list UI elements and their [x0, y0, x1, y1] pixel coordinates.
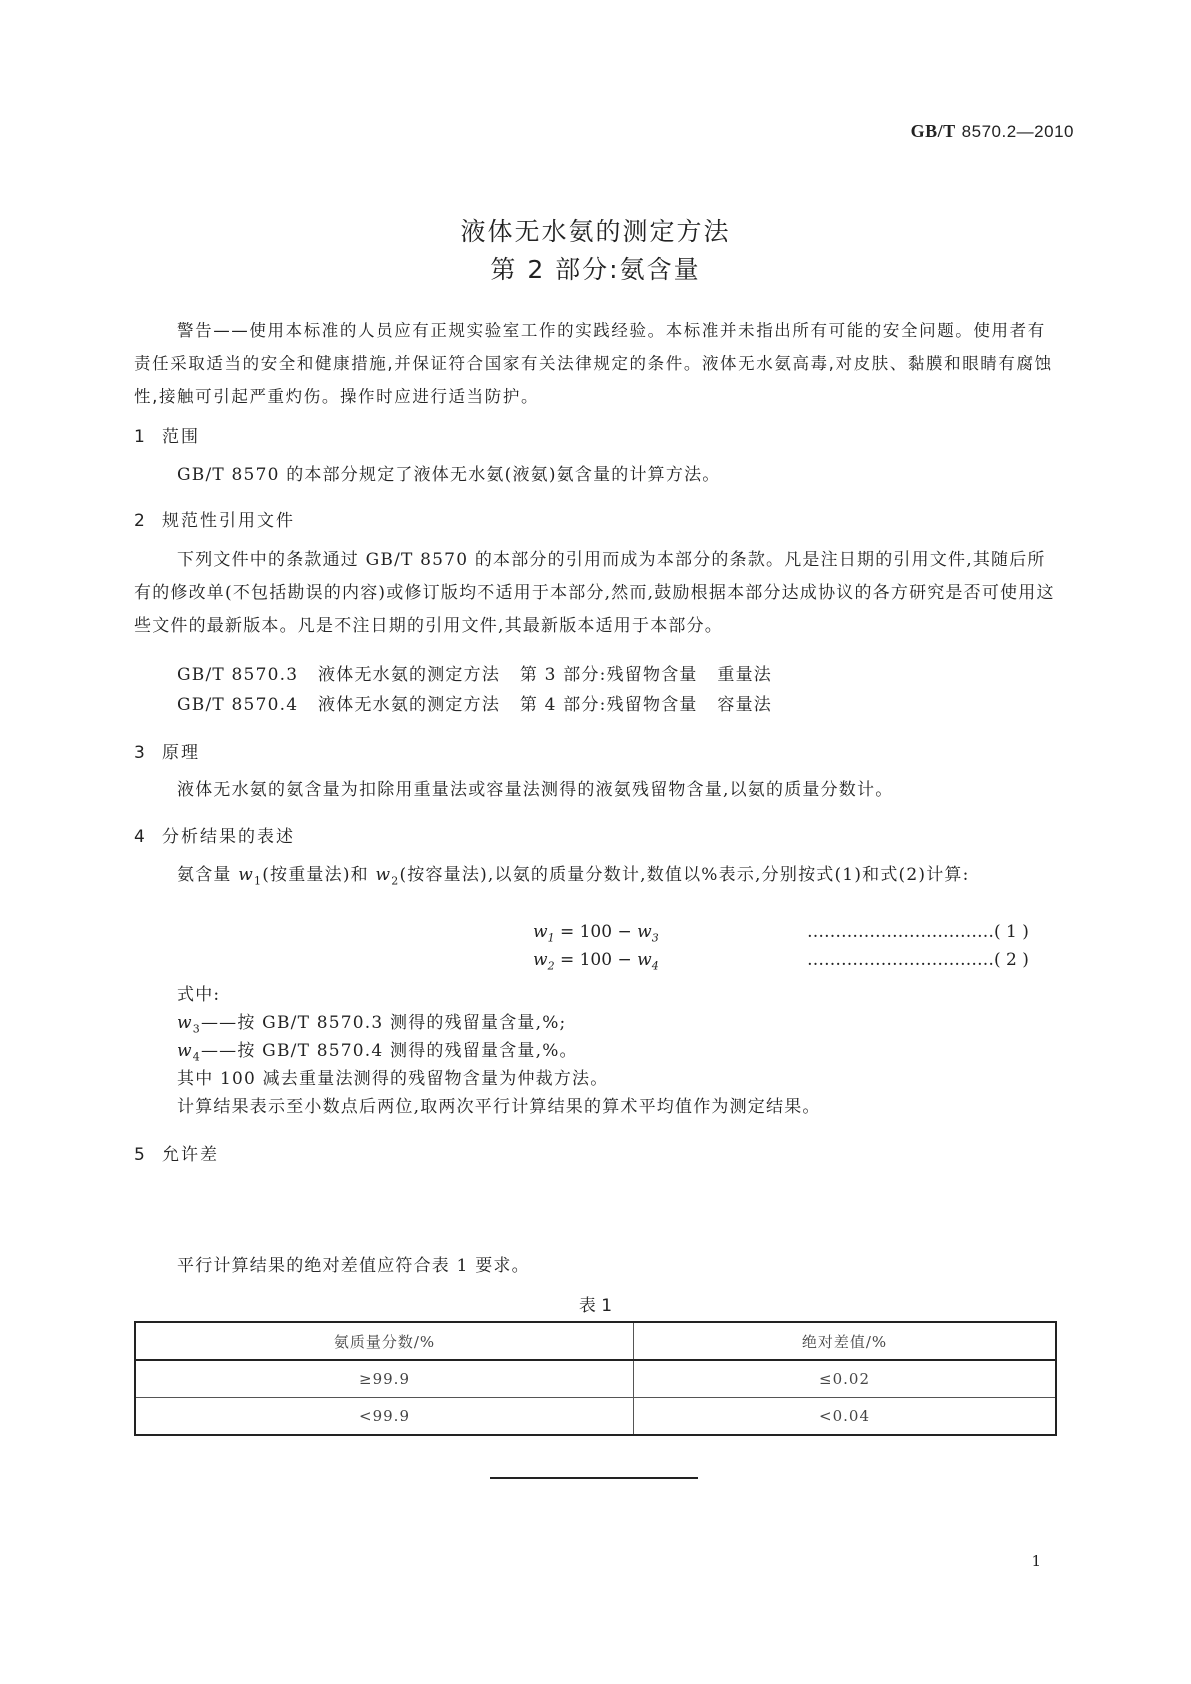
subscript: 2 — [547, 959, 555, 973]
text: (按容量法),以氨的质量分数计,数值以%表示,分别按式(1)和式(2)计算: — [399, 865, 970, 885]
subscript: 3 — [651, 931, 659, 945]
subscript: 2 — [391, 874, 400, 888]
page-number: 1 — [1031, 1552, 1041, 1570]
table-cell: ≥99.9 — [135, 1360, 634, 1398]
reference-item: GB/T 8570.4 液体无水氨的测定方法 第 4 部分:残留物含量 容量法 — [177, 695, 773, 715]
table-cell: <99.9 — [135, 1398, 634, 1436]
note-precision: 计算结果表示至小数点后两位,取两次平行计算结果的算术平均值作为测定结果。 — [177, 1097, 821, 1117]
section-number: 5 — [134, 1145, 147, 1165]
section-heading-5 — [134, 1140, 219, 1165]
subscript: 4 — [651, 959, 659, 973]
std-prefix: GB/T — [910, 121, 956, 141]
var-w: w — [177, 1041, 193, 1061]
reference-item: GB/T 8570.3 液体无水氨的测定方法 第 3 部分:残留物含量 重量法 — [177, 665, 773, 685]
standard-code — [911, 121, 1074, 142]
section-number: 2 — [134, 511, 147, 531]
section-heading-2 — [134, 506, 295, 531]
section-heading-4 — [134, 822, 295, 847]
definition-text: ——按 GB/T 8570.4 测得的残留量含量,%。 — [200, 1041, 578, 1061]
definition-w3 — [177, 1008, 567, 1035]
section-title: 原理 — [162, 743, 200, 763]
section-5-body: 平行计算结果的绝对差值应符合表 1 要求。 — [177, 1256, 530, 1276]
section-heading-3 — [134, 738, 200, 763]
subscript: 1 — [253, 874, 263, 888]
var-w: w — [238, 865, 254, 885]
column-header: 绝对差值/% — [634, 1322, 1056, 1360]
subscript: 4 — [192, 1050, 201, 1064]
table-header-row — [135, 1322, 1056, 1360]
subscript: 1 — [547, 931, 555, 945]
equation-number: ( 2 ) — [994, 950, 1029, 970]
text: (按重量法)和 — [262, 865, 376, 885]
table-cell: <0.04 — [634, 1398, 1056, 1436]
operator: = 100 − — [554, 922, 638, 942]
table-cell: ≤0.02 — [634, 1360, 1056, 1398]
definition-text: ——按 GB/T 8570.3 测得的残留量含量,%; — [200, 1013, 567, 1033]
doc-subtitle: 第 2 部分:氨含量 — [490, 255, 701, 284]
section-title: 范围 — [162, 427, 200, 447]
var-w: w — [637, 922, 652, 942]
text: 氨含量 — [177, 865, 239, 885]
section-heading-1 — [134, 422, 200, 447]
warning-paragraph: 警告——使用本标准的人员应有正规实验室工作的实践经验。本标准并未指出所有可能的安全问题。使用者有责任采取适当的安全和健康措施,并保证符合国家有关法律规定的条件。液体无水氨高毒,对皮肤、黏膜和眼睛有腐蚀性,接触可引起严重灼伤。操作时应进行适当防护。 — [134, 321, 1053, 406]
definition-w4 — [177, 1036, 578, 1063]
leader-dots: …………………………… — [807, 922, 994, 942]
var-w: w — [375, 865, 392, 885]
std-number: 8570.2—2010 — [961, 122, 1074, 141]
var-w: w — [533, 950, 548, 970]
table-row — [135, 1360, 1056, 1398]
table-row — [135, 1398, 1056, 1436]
section-4-intro — [134, 859, 1059, 897]
table-caption: 表 1 — [578, 1296, 613, 1316]
equation-2-label — [807, 950, 1029, 970]
equation-1-label — [807, 922, 1029, 942]
var-w: w — [177, 1013, 193, 1033]
section-number: 3 — [134, 743, 147, 763]
equation-2 — [533, 950, 659, 972]
section-number: 4 — [134, 827, 147, 847]
section-title: 分析结果的表述 — [162, 827, 295, 847]
operator: = 100 − — [554, 950, 638, 970]
tolerance-table — [134, 1321, 1057, 1436]
doc-title: 液体无水氨的测定方法 — [460, 217, 731, 246]
var-w: w — [637, 950, 652, 970]
section-title: 规范性引用文件 — [162, 511, 295, 531]
var-w: w — [533, 922, 548, 942]
subscript: 3 — [192, 1022, 201, 1036]
note-arbitration: 其中 100 减去重量法测得的残留物含量为仲裁方法。 — [177, 1069, 609, 1089]
section-title: 允许差 — [162, 1145, 219, 1165]
where-label: 式中: — [177, 985, 221, 1005]
section-1-body: GB/T 8570 的本部分规定了液体无水氨(液氨)氨含量的计算方法。 — [177, 465, 721, 485]
section-number: 1 — [134, 427, 147, 447]
section-3-body: 液体无水氨的氨含量为扣除用重量法或容量法测得的液氨残留物含量,以氨的质量分数计。 — [177, 780, 894, 800]
leader-dots: …………………………… — [807, 950, 994, 970]
equation-number: ( 1 ) — [994, 922, 1029, 942]
equation-1 — [533, 922, 659, 944]
column-header: 氨质量分数/% — [135, 1322, 634, 1360]
section-2-body: 下列文件中的条款通过 GB/T 8570 的本部分的引用而成为本部分的条款。凡是注日期的引用文件,其随后所有的修改单(不包括勘误的内容)或修订版均不适用于本部分,然而,鼓励根据本部分达成协议的各方研究是否可使用这些文件的最新版本。凡是不注日期的引用文件,其最新版本适用于本部分。 — [134, 550, 1055, 636]
end-of-document-rule — [490, 1477, 698, 1479]
